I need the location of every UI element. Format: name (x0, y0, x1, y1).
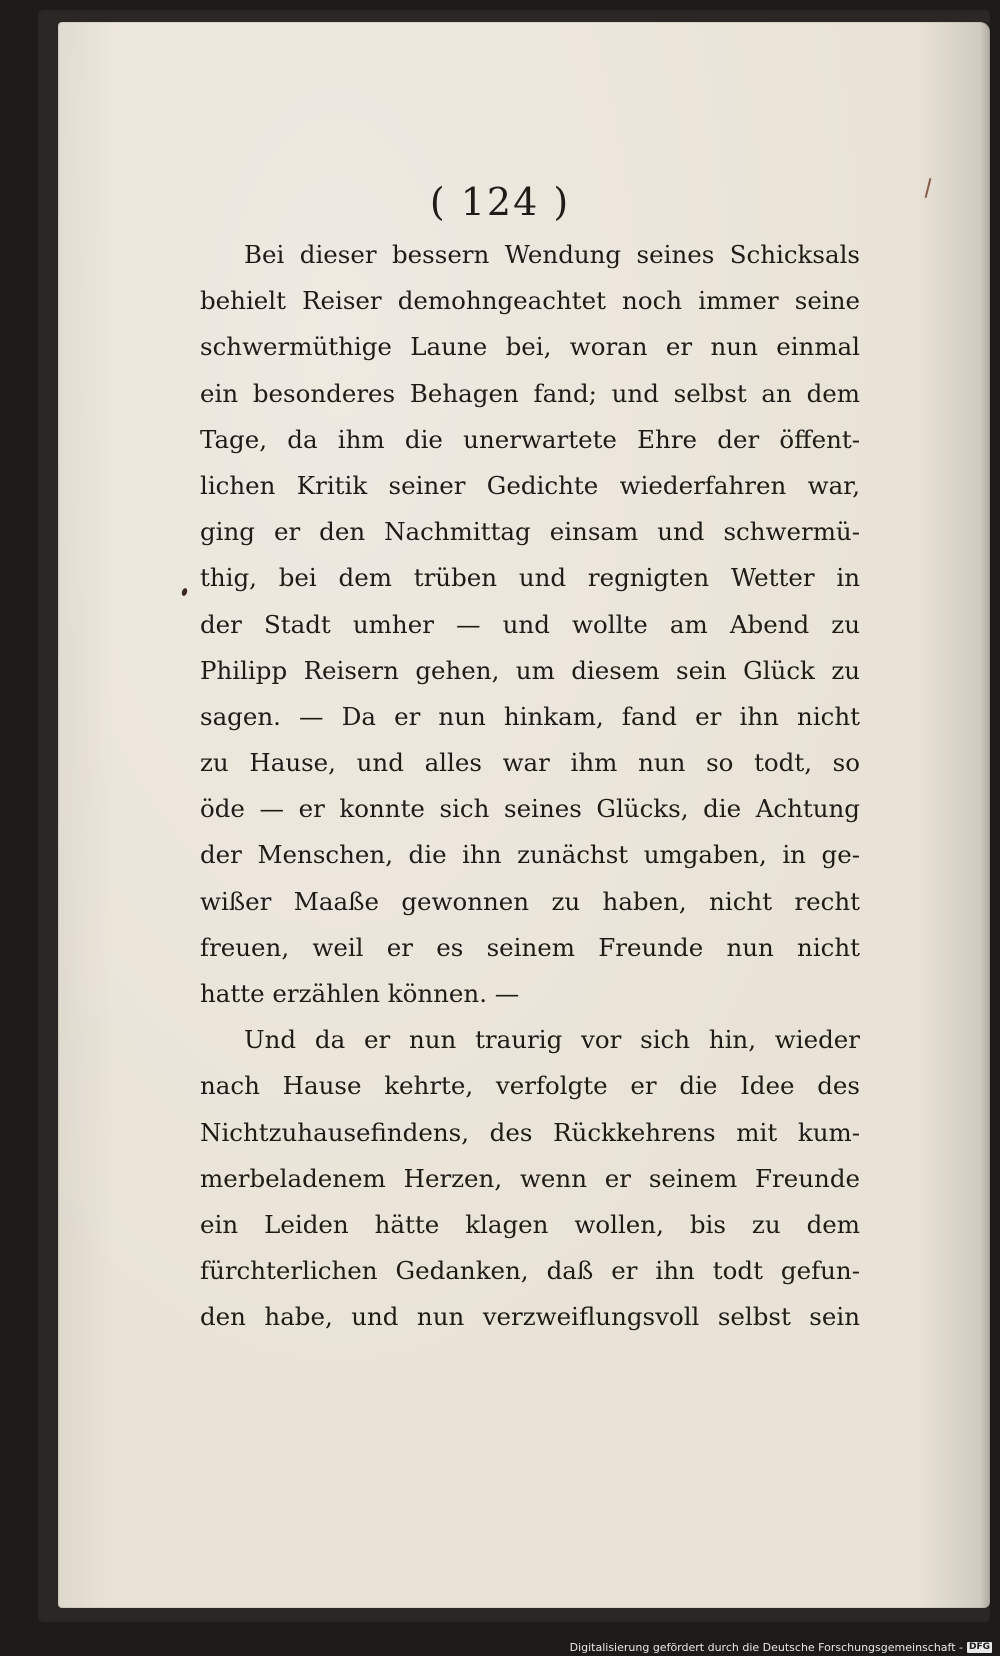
text-line: lichen Kritik seiner Gedichte wiederfahren war, (200, 470, 860, 500)
text-body (200, 232, 860, 1341)
text-line: ein Leiden hätte klagen wollen, bis zu dem (200, 1209, 860, 1239)
text-line: merbeladenem Herzen, wenn er seinem Freunde (200, 1163, 860, 1193)
digitization-credit (570, 1641, 992, 1654)
text-line: hatte erzählen können. — (200, 979, 520, 1008)
text-line: ging er den Nachmittag einsam und schwermü- (200, 517, 860, 547)
text-line: den habe, und nun verzweiflungsvoll selbst sein (200, 1302, 860, 1332)
text-line: zu Hause, und alles war ihm nun so todt, so (200, 748, 860, 778)
text-line: Und da er nun traurig vor sich hin, wieder (244, 1025, 860, 1055)
text-line: der Stadt umher — und wollte am Abend zu (200, 609, 860, 639)
paragraph-1 (200, 232, 860, 1017)
paper-speck (181, 587, 188, 596)
text-line: Philipp Reisern gehen, um diesem sein Glück zu (200, 655, 860, 685)
text-line: fürchterlichen Gedanken, daß er ihn todt gefun- (200, 1256, 860, 1286)
text-line: Tage, da ihm die unerwartete Ehre der öffent- (200, 424, 860, 454)
text-line: öde — er konnte sich seines Glücks, die Achtung (200, 794, 860, 824)
dfg-logo: DFG (968, 1642, 990, 1652)
text-line: Bei dieser bessern Wendung seines Schicksals (244, 240, 860, 269)
text-line: Nichtzuhausefindens, des Rückkehrens mit kum- (200, 1117, 860, 1147)
credit-text: Digitalisierung gefördert durch die Deutsche Forschungsgemeinschaft - (569, 1641, 963, 1654)
text-line: freuen, weil er es seinem Freunde nun nicht (200, 932, 860, 962)
text-line: behielt Reiser demohngeachtet noch immer seine (200, 286, 860, 316)
text-line: schwermüthige Laune bei, woran er nun einmal (200, 332, 860, 362)
text-line: wißer Maaße gewonnen zu haben, nicht recht (200, 886, 860, 916)
text-line: nach Hause kehrte, verfolgte er die Idee des (200, 1071, 860, 1101)
text-line: ein besonderes Behagen fand; und selbst an dem (200, 378, 860, 408)
text-line: sagen. — Da er nun hinkam, fand er ihn nicht (200, 701, 860, 731)
page-edge-shadow (980, 22, 990, 1608)
page-number: ( 124 ) (429, 180, 571, 224)
paragraph-2 (200, 1017, 860, 1340)
text-line: thig, bei dem trüben und regnigten Wetter in (200, 563, 860, 593)
text-line: der Menschen, die ihn zunächst umgaben, in ge- (200, 840, 860, 870)
